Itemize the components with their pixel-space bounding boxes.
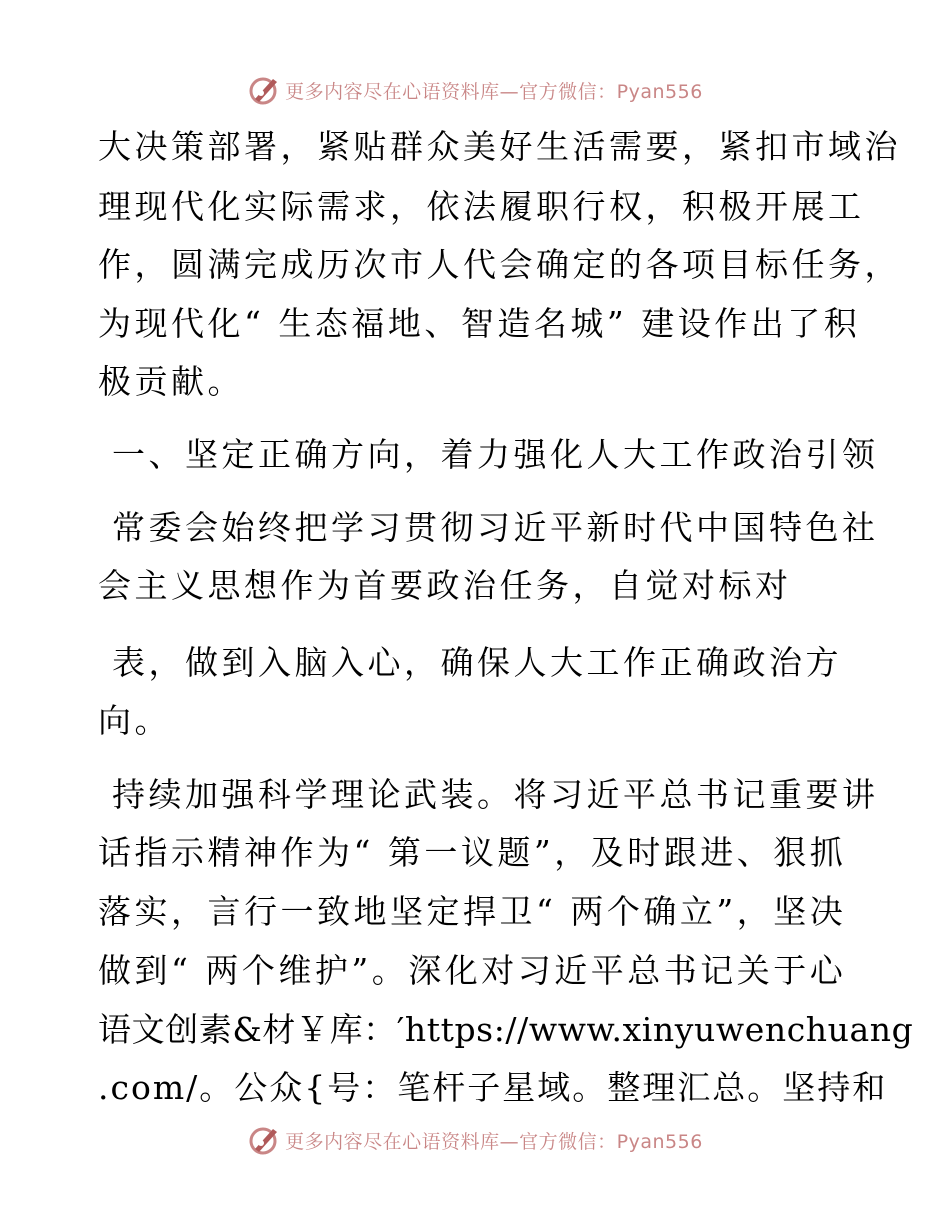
watermark-text: 更多内容尽在心语资料库—官方微信：Pyan556 — [285, 1130, 703, 1153]
text-line: 表，做到入脑入心，确保人大工作正确政治方 — [98, 643, 842, 682]
section-heading: 一、坚定正确方向，着力强化人大工作政治引领 — [98, 435, 879, 474]
text-line: 常委会始终把学习贯彻习近平新时代中国特色社 — [98, 508, 879, 547]
text-line: 会主义思想作为首要政治任务，自觉对标对 — [98, 566, 792, 605]
text-line: 大决策部署，紧贴群众美好生活需要，紧扣市域治 — [98, 127, 901, 166]
text-line: 落实，言行一致地坚定捍卫“ 两个确立”，坚决 — [98, 892, 847, 931]
text-line-url: 语文创素&材￥库：′https://www.xinyuwenchuang — [98, 1010, 914, 1049]
footer-watermark — [0, 1120, 950, 1160]
text-line: 为现代化“ 生态福地、智造名城” 建设作出了积 — [98, 304, 861, 343]
brush-logo-icon — [247, 73, 281, 107]
text-line: 理现代化实际需求，依法履职行权，积极开展工 — [98, 187, 865, 226]
text-line: 做到“ 两个维护”。深化对习近平总书记关于心 — [98, 951, 847, 990]
header-watermark — [0, 70, 950, 110]
text-line: 话指示精神作为“ 第一议题”，及时跟进、狠抓 — [98, 833, 847, 872]
text-line: .com/。公众{号：笔杆子星域。整理汇总。坚持和 — [98, 1068, 888, 1107]
text-line: 向。 — [98, 701, 171, 740]
brush-logo-icon — [247, 1123, 281, 1157]
watermark-text: 更多内容尽在心语资料库—官方微信：Pyan556 — [285, 80, 703, 103]
text-line: 持续加强科学理论武装。将习近平总书记重要讲 — [98, 775, 879, 814]
text-line: 极贡献。 — [98, 362, 244, 401]
text-line: 作，圆满完成历次市人代会确定的各项目标任务， — [98, 245, 901, 284]
